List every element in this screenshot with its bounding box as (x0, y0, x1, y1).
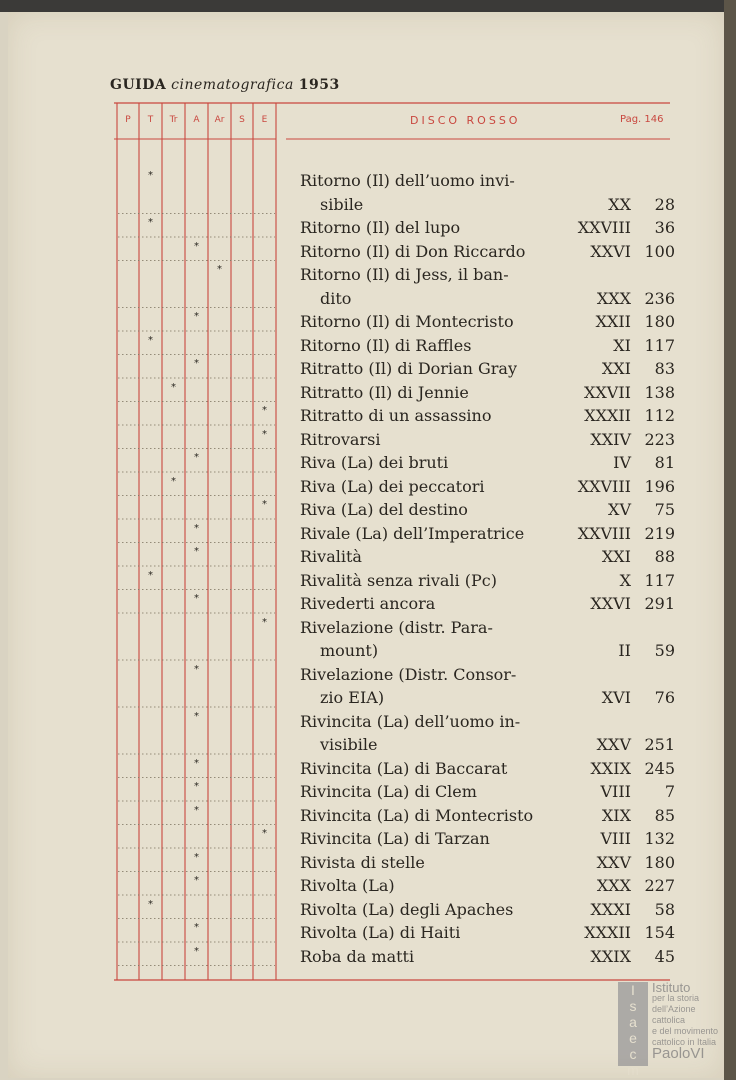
volume-number: XXVI (590, 594, 631, 613)
volume-number: XI (613, 335, 631, 355)
page-reference: 132 (644, 829, 675, 848)
watermark-line: PaoloVI (652, 1045, 705, 1062)
film-title: Ritorno (Il) del lupo (300, 218, 461, 237)
volume-number: XVI (601, 688, 631, 707)
list-item (300, 663, 675, 687)
film-title: Rivolta (La) di Haiti (300, 923, 461, 942)
list-item (300, 898, 675, 922)
page-reference: 28 (654, 194, 675, 214)
volume-number: XXXI (590, 899, 631, 919)
film-title: Ritorno (Il) di Jess, il ban- (300, 265, 509, 284)
rating-star-mark: * (148, 170, 153, 181)
header-year: 1953 (298, 77, 340, 93)
film-title-continuation: zio EIA) (320, 688, 385, 707)
rating-star-mark: * (194, 358, 199, 369)
page-reference: 227 (644, 876, 675, 895)
rating-star-mark: * (194, 240, 199, 252)
list-item (300, 357, 675, 381)
volume-number: XX (608, 194, 631, 214)
column-header-t: T (147, 115, 154, 125)
list-item (300, 475, 675, 499)
page-reference: 83 (654, 359, 675, 378)
rating-star-mark: * (194, 522, 199, 534)
rating-star-mark: * (262, 828, 267, 839)
list-item (300, 428, 675, 452)
rating-star-mark: * (194, 851, 199, 863)
page-reference: 117 (644, 335, 675, 355)
page-number: Pag. 146 (620, 114, 664, 125)
column-header-s: S (239, 115, 245, 125)
film-title: Rivolta (La) degli Apaches (300, 899, 514, 919)
list-item (300, 592, 675, 616)
volume-number: II (618, 641, 631, 660)
volume-number: XXV (596, 852, 631, 872)
volume-number: XXIX (590, 758, 631, 778)
page-reference: 59 (654, 641, 675, 660)
watermark-line: Istituto (652, 980, 691, 995)
watermark-line: dell’Azione cattolica (652, 1004, 696, 1025)
list-item (300, 945, 675, 969)
logo-letter: I (631, 982, 635, 998)
film-title: Rivalità senza rivali (Pc) (300, 570, 497, 590)
rating-star-mark: * (262, 428, 267, 440)
volume-number: XXII (595, 312, 631, 331)
list-item (300, 498, 675, 522)
column-header-tr: Tr (169, 115, 178, 125)
film-title: Ritorno (Il) di Montecristo (300, 312, 514, 331)
watermark-line: cattolico in Italia (652, 1037, 717, 1047)
rating-star-mark: * (194, 452, 199, 463)
volume-number: XXIV (590, 429, 631, 449)
rating-star-mark: * (217, 264, 222, 275)
film-title: Rivincita (La) di Baccarat (300, 758, 508, 778)
list-item (300, 780, 675, 804)
page-reference: 100 (644, 241, 675, 261)
film-title: Rivale (La) dell’Imperatrice (300, 523, 525, 543)
list-item (300, 757, 675, 781)
page-reference: 245 (644, 758, 675, 778)
film-title: Roba da matti (300, 946, 415, 966)
column-header-e: E (261, 115, 268, 125)
rating-star-mark: * (194, 945, 199, 957)
rating-star-mark: * (194, 781, 199, 792)
volume-number: XXIX (590, 946, 631, 966)
list-item (300, 263, 675, 287)
film-title: Rivelazione (Distr. Consor- (300, 664, 517, 684)
list-item (300, 169, 675, 193)
volume-number: VIII (600, 829, 631, 848)
page-reference: 180 (644, 312, 675, 331)
volume-number: XIX (601, 805, 631, 825)
rating-star-mark: * (194, 804, 199, 816)
rating-star-mark: * (171, 381, 176, 393)
volume-number: VIII (600, 782, 631, 801)
rating-star-mark: * (194, 593, 199, 604)
film-title: Ritratto (Il) di Dorian Gray (300, 359, 517, 378)
film-title: Rivederti ancora (300, 594, 436, 613)
volume-number: X (619, 570, 631, 590)
film-title: Ritratto (Il) di Jennie (300, 382, 469, 402)
film-title: Riva (La) dei peccatori (300, 476, 485, 496)
column-header-ar: Ar (214, 115, 225, 125)
list-item (300, 569, 675, 593)
rating-star-mark: * (194, 875, 199, 886)
film-title-continuation: dito (320, 288, 352, 308)
film-title-continuation: mount) (320, 641, 379, 660)
page-reference: 291 (644, 594, 675, 613)
film-title: Rivista di stelle (300, 852, 425, 872)
rating-star-mark: * (262, 616, 267, 628)
film-title: Ritorno (Il) di Raffles (300, 335, 472, 355)
rating-star-mark: * (194, 922, 199, 933)
volume-number: XXX (596, 288, 631, 308)
page-reference: 219 (644, 523, 675, 543)
page-reference: 45 (654, 946, 675, 966)
list-item (300, 334, 675, 358)
watermark-text (652, 980, 728, 1062)
page-reference: 58 (654, 899, 675, 919)
volume-number: XXI (601, 359, 631, 378)
list-item-continuation (300, 193, 675, 217)
logo-letter: c (629, 1046, 637, 1062)
film-title: Rivincita (La) di Clem (300, 782, 477, 801)
section-title: DISCO ROSSO (410, 114, 521, 127)
film-title: Rivolta (La) (300, 876, 395, 895)
page-reference: 36 (654, 218, 675, 237)
list-item (300, 545, 675, 569)
list-item (300, 240, 675, 264)
film-title: Riva (La) del destino (300, 500, 468, 519)
page-reference: 180 (644, 852, 675, 872)
list-item (300, 710, 675, 734)
volume-number: XV (608, 500, 631, 519)
list-item (300, 804, 675, 828)
list-item (300, 216, 675, 240)
film-title: Rivelazione (distr. Para- (300, 617, 493, 637)
rating-star-mark: * (262, 499, 267, 510)
rating-star-mark: * (262, 405, 267, 416)
volume-number: IV (613, 453, 631, 472)
volume-number: XXVIII (577, 476, 631, 496)
page-reference: 75 (654, 500, 675, 519)
film-title: Rivincita (La) di Tarzan (300, 829, 490, 848)
page-reference: 7 (664, 782, 675, 801)
volume-number: XXV (596, 735, 631, 754)
volume-number: XXVI (590, 241, 631, 261)
page-reference: 81 (654, 453, 675, 472)
film-title: Riva (La) dei bruti (300, 453, 449, 472)
page-reference: 76 (654, 688, 675, 707)
list-item-continuation (300, 733, 675, 757)
page-reference: 112 (644, 406, 675, 425)
film-title-continuation: visibile (320, 735, 378, 754)
volume-number: XXXII (584, 406, 631, 425)
list-item (300, 851, 675, 875)
page-reference: 223 (644, 429, 675, 449)
logo-letter: s (629, 998, 637, 1014)
page-reference: 117 (644, 570, 675, 590)
watermark-logo (618, 980, 728, 1078)
rating-star-mark: * (194, 757, 199, 769)
watermark-line: per la storia (652, 993, 700, 1003)
page-reference: 154 (644, 923, 675, 942)
list-item (300, 404, 675, 428)
rating-star-mark: * (171, 475, 176, 487)
list-item (300, 381, 675, 405)
volume-number: XXXII (584, 923, 631, 942)
list-item (300, 522, 675, 546)
isacem-logo-mark (618, 982, 648, 1078)
volume-number: XXVII (584, 382, 631, 402)
list-item (300, 921, 675, 945)
rating-star-mark: * (194, 710, 199, 722)
list-item (300, 451, 675, 475)
film-title: Rivincita (La) di Montecristo (300, 805, 534, 825)
list-item (300, 616, 675, 640)
volume-number: XXVIII (577, 218, 631, 237)
list-item-continuation (300, 639, 675, 663)
watermark-line: e del movimento (652, 1026, 719, 1036)
page-reference: 196 (644, 476, 675, 496)
column-header-a: A (193, 115, 200, 125)
list-item-continuation (300, 287, 675, 311)
list-item (300, 874, 675, 898)
page-reference: 251 (644, 735, 675, 754)
rating-star-mark: * (194, 663, 199, 675)
list-item-continuation (300, 686, 675, 710)
rating-star-mark: * (148, 334, 153, 346)
film-title: Rivincita (La) dell’uomo in- (300, 711, 521, 731)
list-item (300, 827, 675, 851)
volume-number: XXX (596, 876, 631, 895)
rating-star-mark: * (148, 898, 153, 910)
film-title: Ritratto di un assassino (300, 406, 492, 425)
rating-star-mark: * (194, 311, 199, 322)
column-header-p: P (125, 115, 131, 125)
logo-letter: e (629, 1030, 637, 1046)
rating-star-mark: * (148, 217, 153, 228)
header-guide: GUIDA (110, 77, 167, 93)
page-reference: 138 (644, 382, 675, 402)
page-reference: 236 (644, 288, 675, 308)
film-title: Ritorno (Il) di Don Riccardo (300, 241, 526, 261)
film-title-continuation: sibile (320, 194, 364, 214)
page-reference: 88 (654, 547, 675, 566)
film-title: Ritorno (Il) dell’uomo invi- (300, 171, 515, 190)
page-reference: 85 (654, 805, 675, 825)
film-title: Ritrovarsi (300, 429, 381, 449)
logo-letter: a (629, 1014, 637, 1030)
volume-number: XXVIII (577, 523, 631, 543)
logo-letter: m (627, 1062, 639, 1078)
rating-star-mark: * (194, 546, 199, 557)
rating-star-mark: * (148, 569, 153, 581)
volume-number: XXI (601, 547, 631, 566)
film-title: Rivalità (300, 547, 362, 566)
list-item (300, 310, 675, 334)
header-subtitle: cinematografica (171, 77, 294, 93)
